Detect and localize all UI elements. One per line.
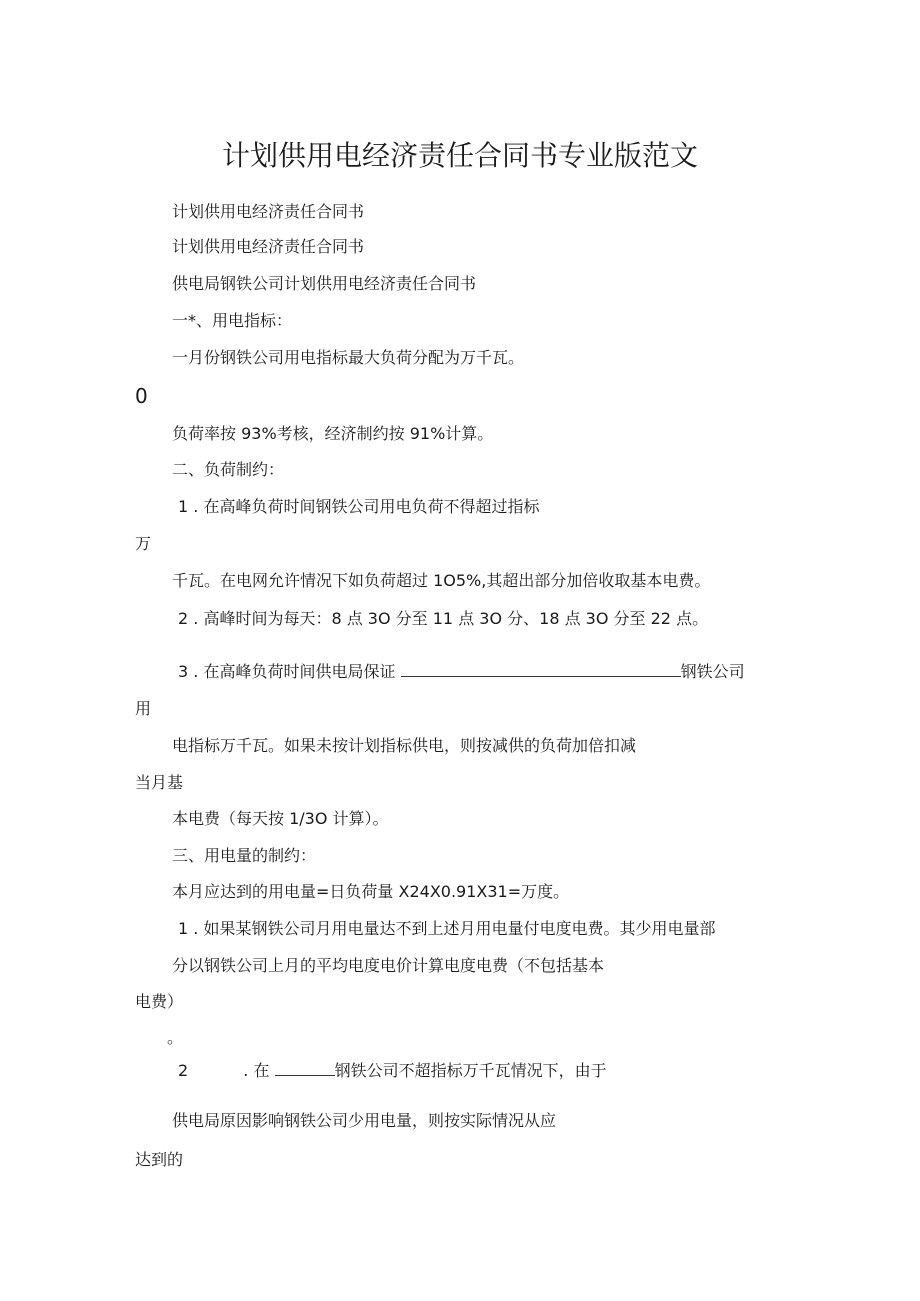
paragraph-line: 万 [135, 534, 152, 553]
paragraph-line: 。 [167, 1028, 184, 1047]
list-number: 2 [178, 609, 189, 628]
list-item [178, 609, 708, 629]
paragraph-line: 电费） [135, 992, 184, 1011]
section-2-heading: 二、负荷制约： [172, 460, 285, 479]
list-text: 钢铁公司不超指标万千瓦情况下，由于 [334, 1061, 607, 1080]
list-number: 1 [178, 919, 189, 938]
paragraph-line: 0 [135, 384, 148, 408]
list-item [178, 662, 745, 682]
paragraph-line: 供电局原因影响钢铁公司少用电量，则按实际情况从应 [172, 1111, 557, 1130]
section-3-heading: 三、用电量的制约： [172, 846, 317, 865]
list-number: 3 [178, 662, 189, 681]
list-text: . 在高峰负荷时间钢铁公司用电负荷不得超过指标 [193, 497, 540, 516]
list-text: . 在高峰负荷时间供电局保证 [193, 662, 396, 681]
paragraph-line: 分以钢铁公司上月的平均电度电价计算电度电费（不包括基本 [172, 956, 605, 975]
paragraph-line: 千瓦。在电网允许情况下如负荷超过 1O5%,其超出部分加倍收取基本电费。 [172, 571, 711, 590]
list-text: . 如果某钢铁公司月用电量达不到上述月用电量付电度电费。其少用电量部 [193, 919, 716, 938]
paragraph-line: 负荷率按 93%考核，经济制约按 91%计算。 [172, 424, 494, 443]
list-number: 1 [178, 497, 189, 516]
paragraph-line: 本电费（每天按 1/3O 计算）。 [172, 809, 389, 828]
list-item [178, 1061, 607, 1081]
contract-heading: 供电局钢铁公司计划供用电经济责任合同书 [172, 274, 477, 293]
section-1-heading: 一*、用电指标： [172, 311, 293, 330]
page-title: 计划供用电经济责任合同书专业版范文 [221, 139, 698, 172]
paragraph-line: 一月份钢铁公司用电指标最大负荷分配为万千瓦。 [172, 348, 525, 367]
subtitle-line-2: 计划供用电经济责任合同书 [172, 237, 365, 256]
paragraph-line: 当月基 [135, 773, 184, 792]
list-text: . 高峰时间为每天：8 点 3O 分至 11 点 3O 分、18 点 3O 分至 22 点。 [193, 609, 709, 628]
paragraph-line: 用 [135, 699, 152, 718]
fill-in-blank [401, 662, 681, 677]
fill-in-blank [275, 1061, 335, 1076]
list-number: 2 [178, 1061, 189, 1080]
paragraph-line: 电指标万千瓦。如果未按计划指标供电，则按减供的负荷加倍扣减 [172, 736, 637, 755]
list-item [178, 497, 539, 517]
paragraph-line: 达到的 [135, 1150, 184, 1169]
list-item [178, 919, 715, 939]
list-text: . 在 [243, 1061, 270, 1080]
paragraph-line: 本月应达到的用电量=日负荷量 X24X0.91X31=万度。 [172, 882, 570, 901]
subtitle-line-1: 计划供用电经济责任合同书 [172, 202, 365, 221]
list-text: 钢铁公司 [680, 662, 745, 681]
